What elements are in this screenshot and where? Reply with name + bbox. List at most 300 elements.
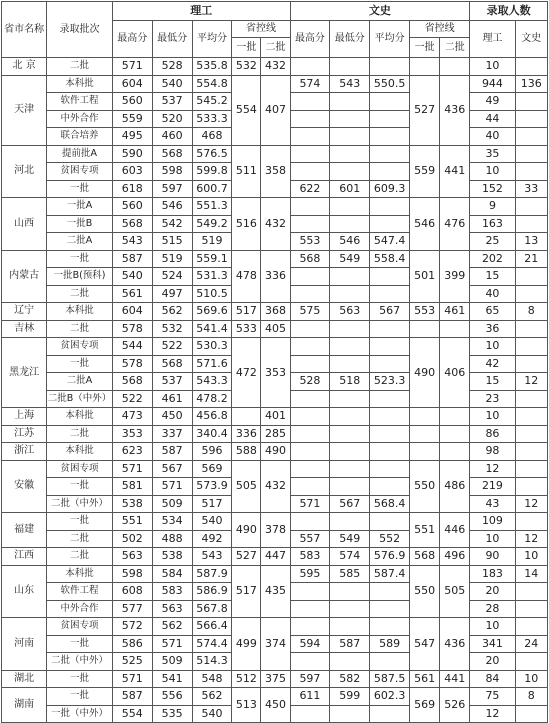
arts-min-cell: 549 [330, 250, 370, 268]
arts-min-cell [330, 58, 370, 76]
arts-avg-cell [370, 145, 410, 163]
science-min-cell: 571 [152, 478, 192, 496]
science-first-line-cell: 472 [232, 338, 261, 408]
admitted-arts-cell [515, 128, 547, 146]
arts-max-cell [290, 583, 330, 601]
arts-min-cell [330, 653, 370, 671]
province-cell: 吉林 [2, 320, 47, 338]
science-avg-cell: 531.3 [192, 268, 232, 286]
batch-cell: 贫困专项 [47, 163, 113, 181]
admitted-science-cell: 10 [470, 408, 515, 426]
admitted-arts-cell [515, 338, 547, 356]
batch-cell: 二批B（中外） [47, 390, 113, 408]
science-second-line-cell: 432 [261, 198, 290, 251]
arts-min-cell [330, 408, 370, 426]
admitted-arts-cell [515, 320, 547, 338]
arts-avg-cell: 587.5 [370, 670, 410, 688]
arts-avg-cell: 609.3 [370, 180, 410, 198]
science-max-cell: 571 [112, 460, 152, 478]
admitted-arts-cell [515, 145, 547, 163]
admitted-arts-cell: 12 [515, 530, 547, 548]
admitted-science-cell: 12 [470, 460, 515, 478]
arts-max-cell [290, 513, 330, 531]
admitted-arts-cell: 24 [515, 635, 547, 653]
admitted-arts-cell [515, 163, 547, 181]
science-avg-cell: 478.2 [192, 390, 232, 408]
admitted-arts-cell [515, 198, 547, 216]
science-min-cell: 528 [152, 58, 192, 76]
arts-avg-cell: 558.4 [370, 250, 410, 268]
arts-second-line-cell: 496 [440, 548, 470, 566]
science-max-cell: 540 [112, 268, 152, 286]
arts-max-cell: 553 [290, 233, 330, 251]
science-max-cell: 559 [112, 110, 152, 128]
arts-max-cell [290, 285, 330, 303]
science-first-line-cell: 527 [232, 548, 261, 566]
arts-min-cell [330, 583, 370, 601]
admitted-arts-cell: 21 [515, 250, 547, 268]
arts-min-cell [330, 163, 370, 181]
science-max-cell: 581 [112, 478, 152, 496]
admitted-arts-cell: 10 [515, 670, 547, 688]
arts-max-cell [290, 460, 330, 478]
batch-cell: 二批 [47, 58, 113, 76]
science-min-cell: 532 [152, 320, 192, 338]
arts-avg-cell [370, 513, 410, 531]
arts-second-line-cell: 399 [440, 250, 470, 303]
arts-second-line-cell: 436 [440, 75, 470, 145]
science-avg-cell: 541.4 [192, 320, 232, 338]
arts-max-cell [290, 478, 330, 496]
arts-max-cell [290, 128, 330, 146]
arts-avg-cell [370, 285, 410, 303]
arts-min-cell [330, 705, 370, 723]
arts-max-cell: 568 [290, 250, 330, 268]
admitted-arts-cell [515, 705, 547, 723]
arts-min-cell [330, 320, 370, 338]
science-second-line-cell: 432 [261, 58, 290, 76]
arts-second-line-cell [440, 443, 470, 461]
batch-cell: 本科批 [47, 443, 113, 461]
science-max-cell: 578 [112, 320, 152, 338]
header-science-min: 最低分 [152, 21, 192, 58]
header-admitted-arts: 文史 [515, 21, 547, 58]
science-avg-cell: 543 [192, 548, 232, 566]
arts-avg-cell [370, 705, 410, 723]
science-min-cell: 534 [152, 513, 192, 531]
table-row [2, 513, 548, 531]
arts-min-cell: 601 [330, 180, 370, 198]
science-max-cell: 560 [112, 93, 152, 111]
arts-max-cell: 574 [290, 75, 330, 93]
admitted-science-cell: 28 [470, 600, 515, 618]
arts-max-cell [290, 600, 330, 618]
science-max-cell: 618 [112, 180, 152, 198]
admitted-science-cell: 15 [470, 373, 515, 391]
science-second-line-cell: 375 [261, 670, 290, 688]
science-avg-cell: 571.6 [192, 355, 232, 373]
science-first-line-cell: 516 [232, 198, 261, 251]
arts-max-cell [290, 425, 330, 443]
arts-max-cell [290, 653, 330, 671]
batch-cell: 一批 [47, 635, 113, 653]
science-max-cell: 568 [112, 373, 152, 391]
admitted-science-cell: 10 [470, 58, 515, 76]
admitted-arts-cell [515, 513, 547, 531]
science-max-cell: 603 [112, 163, 152, 181]
science-avg-cell: 554.8 [192, 75, 232, 93]
arts-second-line-cell: 461 [440, 303, 470, 321]
science-min-cell: 537 [152, 93, 192, 111]
arts-min-cell: 549 [330, 530, 370, 548]
science-avg-cell: 548 [192, 670, 232, 688]
science-max-cell: 578 [112, 355, 152, 373]
admitted-arts-cell [515, 583, 547, 601]
admitted-science-cell: 9 [470, 198, 515, 216]
admitted-science-cell: 86 [470, 425, 515, 443]
admitted-science-cell: 65 [470, 303, 515, 321]
admitted-science-cell: 944 [470, 75, 515, 93]
admitted-arts-cell [515, 443, 547, 461]
admitted-arts-cell: 8 [515, 688, 547, 706]
admitted-science-cell: 10 [470, 530, 515, 548]
admitted-arts-cell: 136 [515, 75, 547, 93]
arts-avg-cell: 602.3 [370, 688, 410, 706]
science-avg-cell: 600.7 [192, 180, 232, 198]
admitted-arts-cell: 12 [515, 495, 547, 513]
table-row [2, 145, 548, 163]
admitted-arts-cell [515, 618, 547, 636]
table-row [2, 250, 548, 268]
science-avg-cell: 569.6 [192, 303, 232, 321]
batch-cell: 二批（中外） [47, 653, 113, 671]
arts-max-cell: 575 [290, 303, 330, 321]
science-max-cell: 551 [112, 513, 152, 531]
science-min-cell: 542 [152, 215, 192, 233]
science-max-cell: 560 [112, 198, 152, 216]
batch-cell: 贫困专项 [47, 460, 113, 478]
science-avg-cell: 530.3 [192, 338, 232, 356]
batch-cell: 一批B [47, 215, 113, 233]
arts-max-cell [290, 408, 330, 426]
header-arts-min: 最低分 [330, 21, 370, 58]
admitted-arts-cell: 8 [515, 303, 547, 321]
arts-avg-cell [370, 355, 410, 373]
arts-max-cell [290, 93, 330, 111]
batch-cell: 提前批A [47, 145, 113, 163]
arts-first-line-cell: 561 [410, 670, 440, 688]
table-header [2, 2, 548, 58]
arts-min-cell [330, 390, 370, 408]
science-avg-cell: 514.3 [192, 653, 232, 671]
science-max-cell: 554 [112, 705, 152, 723]
science-max-cell: 604 [112, 75, 152, 93]
batch-cell: 软件工程 [47, 93, 113, 111]
batch-cell: 一批 [47, 180, 113, 198]
province-cell: 福建 [2, 513, 47, 548]
admitted-science-cell: 49 [470, 93, 515, 111]
science-min-cell: 450 [152, 408, 192, 426]
science-min-cell: 546 [152, 198, 192, 216]
science-max-cell: 623 [112, 443, 152, 461]
science-max-cell: 587 [112, 688, 152, 706]
science-avg-cell: 573.9 [192, 478, 232, 496]
arts-min-cell [330, 93, 370, 111]
arts-first-line-cell: 501 [410, 250, 440, 303]
province-cell: 上海 [2, 408, 47, 426]
science-min-cell: 537 [152, 373, 192, 391]
arts-max-cell: 594 [290, 635, 330, 653]
province-cell: 浙江 [2, 443, 47, 461]
batch-cell: 二批A [47, 233, 113, 251]
admitted-arts-cell [515, 653, 547, 671]
arts-min-cell [330, 145, 370, 163]
arts-min-cell: 567 [330, 495, 370, 513]
science-second-line-cell: 405 [261, 320, 290, 338]
science-first-line-cell: 499 [232, 618, 261, 671]
province-cell: 黑龙江 [2, 338, 47, 408]
batch-cell: 贫困专项 [47, 618, 113, 636]
science-max-cell: 473 [112, 408, 152, 426]
science-second-line-cell: 285 [261, 425, 290, 443]
science-avg-cell: 545.2 [192, 93, 232, 111]
arts-max-cell [290, 215, 330, 233]
arts-min-cell: 582 [330, 670, 370, 688]
science-avg-cell: 559.1 [192, 250, 232, 268]
table-row [2, 670, 548, 688]
header-arts-first: 一批 [410, 38, 440, 58]
admission-scores-table [1, 1, 548, 723]
science-max-cell: 525 [112, 653, 152, 671]
arts-second-line-cell: 441 [440, 670, 470, 688]
science-second-line-cell: 353 [261, 338, 290, 408]
arts-first-line-cell: 551 [410, 513, 440, 548]
science-second-line-cell: 358 [261, 145, 290, 198]
arts-second-line-cell: 406 [440, 338, 470, 408]
arts-min-cell [330, 443, 370, 461]
arts-max-cell: 557 [290, 530, 330, 548]
admitted-arts-cell [515, 390, 547, 408]
arts-max-cell: 597 [290, 670, 330, 688]
table-row [2, 75, 548, 93]
arts-min-cell: 587 [330, 635, 370, 653]
science-second-line-cell: 374 [261, 618, 290, 671]
science-avg-cell: 569 [192, 460, 232, 478]
batch-cell: 本科批 [47, 408, 113, 426]
arts-second-line-cell: 446 [440, 513, 470, 548]
province-cell: 河南 [2, 618, 47, 671]
arts-avg-cell [370, 653, 410, 671]
science-first-line-cell: 478 [232, 250, 261, 303]
arts-min-cell [330, 460, 370, 478]
arts-min-cell: 599 [330, 688, 370, 706]
arts-avg-cell [370, 600, 410, 618]
batch-cell: 本科批 [47, 565, 113, 583]
science-avg-cell: 519 [192, 233, 232, 251]
arts-avg-cell: 576.9 [370, 548, 410, 566]
science-min-cell: 540 [152, 75, 192, 93]
province-cell: 安徽 [2, 460, 47, 513]
admitted-science-cell: 20 [470, 583, 515, 601]
arts-first-line-cell: 490 [410, 338, 440, 408]
arts-avg-cell [370, 408, 410, 426]
table-row [2, 548, 548, 566]
admitted-science-cell: 10 [470, 618, 515, 636]
arts-max-cell: 622 [290, 180, 330, 198]
science-second-line-cell: 401 [261, 408, 290, 426]
science-first-line-cell: 336 [232, 425, 261, 443]
arts-min-cell [330, 215, 370, 233]
table-row [2, 425, 548, 443]
arts-avg-cell [370, 478, 410, 496]
science-first-line-cell: 532 [232, 58, 261, 76]
science-avg-cell: 599.8 [192, 163, 232, 181]
science-min-cell: 337 [152, 425, 192, 443]
table-row [2, 303, 548, 321]
arts-second-line-cell [440, 320, 470, 338]
batch-cell: 一批B(预科) [47, 268, 113, 286]
admitted-science-cell: 10 [470, 163, 515, 181]
header-science-control-line: 省控线 [232, 21, 290, 38]
table-row [2, 618, 548, 636]
arts-max-cell [290, 320, 330, 338]
arts-first-line-cell [410, 408, 440, 426]
science-max-cell: 544 [112, 338, 152, 356]
admitted-science-cell: 40 [470, 128, 515, 146]
arts-second-line-cell [440, 408, 470, 426]
arts-second-line-cell: 486 [440, 460, 470, 513]
batch-cell: 一批 [47, 513, 113, 531]
science-first-line-cell: 517 [232, 565, 261, 618]
arts-min-cell [330, 285, 370, 303]
arts-first-line-cell: 569 [410, 688, 440, 723]
admitted-science-cell: 35 [470, 145, 515, 163]
science-min-cell: 520 [152, 110, 192, 128]
header-science-first: 一批 [232, 38, 261, 58]
admitted-science-cell: 341 [470, 635, 515, 653]
admitted-science-cell: 219 [470, 478, 515, 496]
table-row [2, 408, 548, 426]
arts-min-cell: 574 [330, 548, 370, 566]
header-science: 理工 [112, 2, 290, 21]
arts-second-line-cell: 441 [440, 145, 470, 198]
arts-max-cell [290, 705, 330, 723]
admitted-arts-cell [515, 58, 547, 76]
admitted-science-cell: 42 [470, 355, 515, 373]
header-science-max: 最高分 [112, 21, 152, 58]
arts-second-line-cell: 476 [440, 198, 470, 251]
header-province: 省市名称 [2, 2, 47, 58]
arts-min-cell [330, 110, 370, 128]
science-min-cell: 563 [152, 600, 192, 618]
batch-cell: 一批A [47, 198, 113, 216]
science-min-cell: 568 [152, 145, 192, 163]
arts-first-line-cell: 546 [410, 198, 440, 251]
batch-cell: 贫困专项 [47, 338, 113, 356]
batch-cell: 本科批 [47, 75, 113, 93]
province-cell: 河北 [2, 145, 47, 198]
admitted-science-cell: 12 [470, 705, 515, 723]
science-avg-cell: 587.9 [192, 565, 232, 583]
science-min-cell: 461 [152, 390, 192, 408]
admitted-arts-cell [515, 355, 547, 373]
science-first-line-cell: 513 [232, 688, 261, 723]
science-second-line-cell: 435 [261, 565, 290, 618]
science-min-cell: 488 [152, 530, 192, 548]
science-min-cell: 584 [152, 565, 192, 583]
batch-cell: 联合培养 [47, 128, 113, 146]
arts-min-cell [330, 268, 370, 286]
admitted-arts-cell [515, 460, 547, 478]
science-first-line-cell: 533 [232, 320, 261, 338]
arts-max-cell [290, 268, 330, 286]
admitted-science-cell: 202 [470, 250, 515, 268]
arts-avg-cell [370, 338, 410, 356]
admitted-science-cell: 44 [470, 110, 515, 128]
science-max-cell: 561 [112, 285, 152, 303]
science-avg-cell: 540 [192, 513, 232, 531]
science-min-cell: 538 [152, 548, 192, 566]
province-cell: 湖南 [2, 688, 47, 723]
science-max-cell: 598 [112, 565, 152, 583]
science-max-cell: 572 [112, 618, 152, 636]
arts-first-line-cell [410, 443, 440, 461]
science-first-line-cell: 512 [232, 670, 261, 688]
science-first-line-cell [232, 408, 261, 426]
science-avg-cell: 456.8 [192, 408, 232, 426]
province-cell: 江苏 [2, 425, 47, 443]
header-arts-control-line: 省控线 [410, 21, 470, 38]
science-max-cell: 563 [112, 548, 152, 566]
arts-avg-cell [370, 583, 410, 601]
admitted-science-cell: 98 [470, 443, 515, 461]
arts-avg-cell [370, 460, 410, 478]
science-min-cell: 460 [152, 128, 192, 146]
science-min-cell: 568 [152, 355, 192, 373]
batch-cell: 二批 [47, 425, 113, 443]
arts-second-line-cell: 436 [440, 618, 470, 671]
arts-avg-cell: 589 [370, 635, 410, 653]
header-arts-avg: 平均分 [370, 21, 410, 58]
science-second-line-cell: 378 [261, 513, 290, 548]
arts-avg-cell [370, 198, 410, 216]
arts-max-cell: 595 [290, 565, 330, 583]
admitted-arts-cell [515, 110, 547, 128]
batch-cell: 二批A [47, 373, 113, 391]
science-max-cell: 538 [112, 495, 152, 513]
science-min-cell: 515 [152, 233, 192, 251]
table-row [2, 58, 548, 76]
batch-cell: 二批（中外） [47, 495, 113, 513]
science-min-cell: 509 [152, 495, 192, 513]
arts-first-line-cell: 550 [410, 460, 440, 513]
arts-avg-cell: 587.4 [370, 565, 410, 583]
science-min-cell: 556 [152, 688, 192, 706]
arts-first-line-cell [410, 425, 440, 443]
admitted-science-cell: 84 [470, 670, 515, 688]
science-min-cell: 497 [152, 285, 192, 303]
science-first-line-cell: 517 [232, 303, 261, 321]
science-avg-cell: 340.4 [192, 425, 232, 443]
admitted-arts-cell: 13 [515, 233, 547, 251]
science-max-cell: 590 [112, 145, 152, 163]
header-admitted-science: 理工 [470, 21, 515, 58]
arts-avg-cell [370, 425, 410, 443]
science-max-cell: 353 [112, 425, 152, 443]
arts-min-cell [330, 618, 370, 636]
science-max-cell: 571 [112, 58, 152, 76]
arts-min-cell [330, 478, 370, 496]
